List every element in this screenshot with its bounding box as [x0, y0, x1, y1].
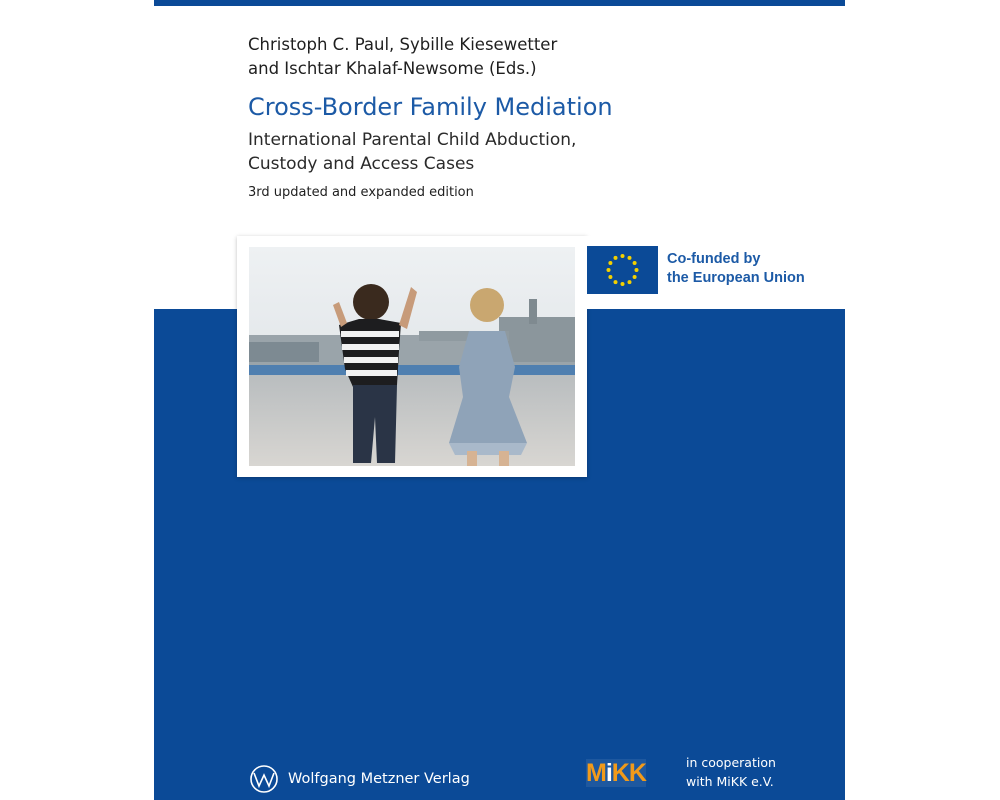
- subtitle-line-1: International Parental Child Abduction,: [248, 130, 577, 150]
- mikk-logo: MiKK: [586, 759, 646, 787]
- authors-line-1: Christoph C. Paul, Sybille Kiesewetter: [248, 35, 558, 54]
- cover-photo-frame: [237, 236, 587, 477]
- publisher-name: Wolfgang Metzner Verlag: [288, 771, 470, 787]
- publisher: [248, 764, 470, 794]
- subtitle-line-2: Custody and Access Cases: [248, 154, 475, 174]
- authors: [248, 33, 808, 81]
- book-subtitle: [248, 128, 808, 176]
- book-cover: [154, 0, 845, 800]
- eu-funding-box: [587, 236, 845, 309]
- authors-line-2: and Ischtar Khalaf-Newsome (Eds.): [248, 59, 537, 78]
- cooperation-text: [686, 753, 776, 791]
- edition-note: 3rd updated and expanded edition: [248, 185, 474, 200]
- children-at-airport-photo: [249, 247, 575, 466]
- cooperation-line-2: with MiKK e.V.: [686, 774, 774, 789]
- eu-funding-line-1: Co-funded by: [667, 251, 761, 267]
- book-title: Cross-Border Family Mediation: [248, 93, 613, 121]
- publisher-logo-icon: [248, 764, 282, 794]
- top-blue-strip: [154, 0, 845, 6]
- photo-illustration: [249, 247, 575, 466]
- cooperation-line-1: in cooperation: [686, 755, 776, 770]
- eu-flag-icon: [587, 246, 658, 294]
- eu-funding-text: [667, 250, 805, 288]
- cooperation-block: [586, 753, 845, 793]
- cover-text: [248, 33, 808, 202]
- eu-funding-line-2: the European Union: [667, 270, 805, 286]
